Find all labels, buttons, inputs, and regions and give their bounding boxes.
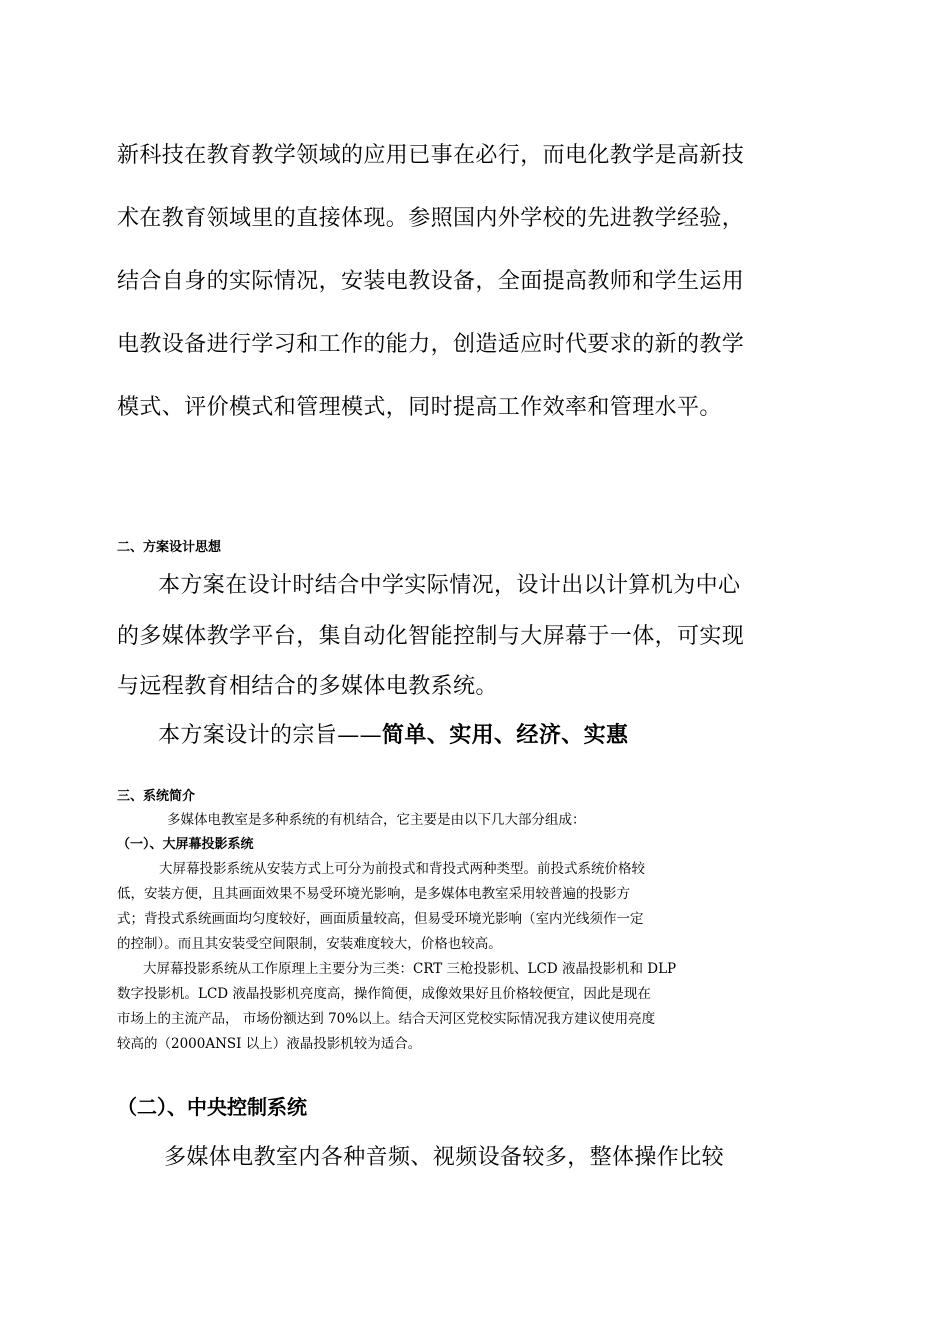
section2-line-1: 本方案在设计时结合中学实际情况，设计出以计算机为中心: [158, 573, 741, 598]
sub1-para2-line-3: 市场上的主流产品， 市场份额达到 70%以上。结合天河区党校实际情况我方建议使用亮度: [117, 1011, 656, 1027]
section3-heading: 三、系统简介: [117, 789, 196, 804]
intro-line-5: 模式、评价模式和管理模式，同时提高工作效率和管理水平。: [117, 395, 722, 420]
section2-line-2: 的多媒体教学平台，集自动化智能控制与大屏幕于一体，可实现: [117, 624, 745, 649]
sub2-heading: （二）、中央控制系统: [117, 1095, 307, 1119]
intro-line-2: 术在教育领域里的直接体现。参照国内外学校的先进教学经验，: [117, 206, 745, 231]
intro-line-4: 电教设备进行学习和工作的能力，创造适应时代要求的新的教学: [117, 332, 745, 357]
section2-purpose: [158, 718, 628, 749]
sub2-line-1: 多媒体电教室内各种音频、视频设备较多，整体操作比较: [164, 1145, 725, 1170]
sub1-para2-line-4: 较高的（2000ANSI 以上）液晶投影机较为适合。: [117, 1036, 422, 1052]
sub1-heading: （一）、大屏幕投影系统: [117, 837, 254, 852]
section2-line-3: 与远程教育相结合的多媒体电教系统。: [117, 674, 498, 699]
section2-heading: 二、方案设计思想: [117, 540, 222, 555]
purpose-keywords: 简单、实用、经济、实惠: [382, 723, 629, 748]
sub1-para1-line-1: 大屏幕投影系统从安装方式上可分为前投式和背投式两种类型。前投式系统价格较: [159, 861, 645, 877]
sub1-para1-line-4: 的控制）。而且其安装受空间限制，安装难度较大，价格也较高。: [117, 936, 502, 952]
sub1-para2-line-1: 大屏幕投影系统从工作原理上主要分为三类：CRT 三枪投影机、LCD 液晶投影机和 DLP: [143, 961, 677, 977]
section3-intro: 多媒体电教室是多种系统的有机结合，它主要是由以下几大部分组成：: [167, 812, 586, 828]
sub1-para1-line-3: 式；背投式系统画面均匀度较好，画面质量较高，但易受环境光影响（室内光线须作一定: [117, 911, 644, 927]
purpose-prefix: 本方案设计的宗旨——: [158, 723, 383, 748]
intro-line-1: 新科技在教育教学领域的应用已事在必行，而电化教学是高新技: [117, 143, 745, 168]
sub1-para1-line-2: 低，安装方便，且其画面效果不易受环境光影响，是多媒体电教室采用较普遍的投影方: [117, 886, 630, 902]
intro-line-3: 结合自身的实际情况，安装电教设备，全面提高教师和学生运用: [117, 269, 745, 294]
sub1-para2-line-2: 数字投影机。LCD 液晶投影机亮度高，操作简便，成像效果好且价格较便宜，因此是现在: [117, 986, 651, 1002]
